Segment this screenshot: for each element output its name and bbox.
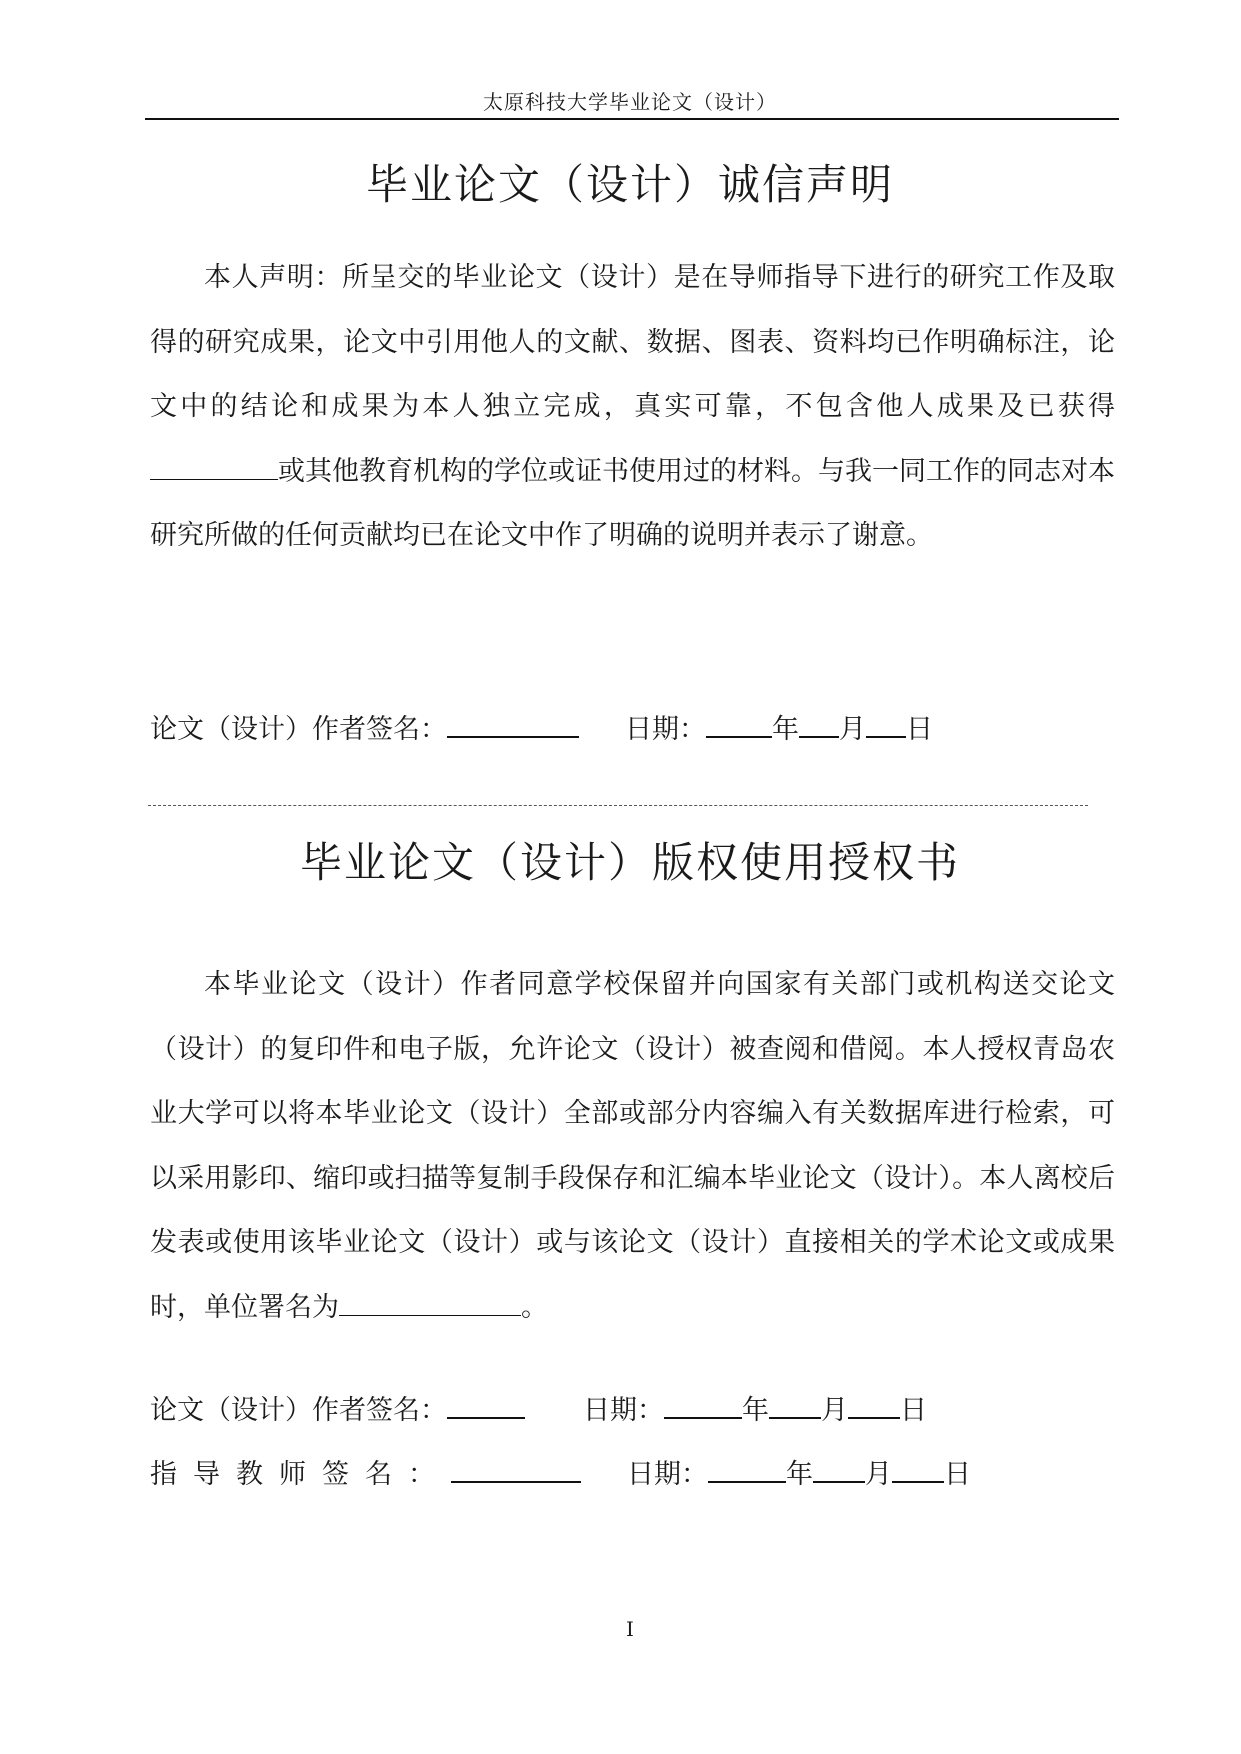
- advisor-signature-field[interactable]: [451, 1453, 581, 1483]
- month-field[interactable]: [799, 708, 839, 738]
- year-field[interactable]: [664, 1389, 742, 1419]
- advisor-signature-label: 指导教师签名：: [150, 1459, 451, 1490]
- copyright-text-part-2: 。: [521, 1291, 548, 1323]
- month-label: 月: [821, 1395, 848, 1426]
- running-header: 太原科技大学毕业论文（设计）: [483, 90, 777, 114]
- day-field[interactable]: [866, 708, 906, 738]
- month-label: 月: [865, 1459, 892, 1490]
- copyright-authorization-title: 毕业论文（设计）版权使用授权书: [299, 838, 960, 887]
- copyright-authorization-body: [150, 953, 1115, 1340]
- institution-blank[interactable]: [150, 453, 278, 480]
- day-field[interactable]: [892, 1453, 944, 1483]
- date-label: 日期：: [627, 1459, 708, 1490]
- month-field[interactable]: [813, 1453, 865, 1483]
- copyright-text-part-1: 本毕业论文（设计）作者同意学校保留并向国家有关部门或机构送交论文（设计）的复印件和电子版，允许论文（设计）被查阅和借阅。本人授权青岛农业大学可以将本毕业论文（设计）全部或部分内容编入有关数据库进行检索，可以采用影印、缩印或扫描等复制手段保存和汇编本毕业论文（设计）。本人离校后发表或使用该毕业论文（设计）或与该论文（设计）直接相关的学术论文或成果时，单位署名为: [150, 969, 1115, 1323]
- author-signature-row: [150, 1388, 1115, 1427]
- day-field[interactable]: [848, 1389, 900, 1419]
- integrity-text-part-2: 或其他教育机构的学位或证书使用过的材料。与我一同工作的同志对本研究所做的任何贡献均已在论文中作了明确的说明并表示了谢意。: [150, 455, 1115, 551]
- day-label: 日: [944, 1459, 971, 1490]
- year-label: 年: [772, 714, 799, 745]
- author-signature-field[interactable]: [447, 708, 579, 738]
- day-label: 日: [906, 714, 933, 745]
- year-label: 年: [786, 1459, 813, 1490]
- date-label: 日期：: [583, 1395, 664, 1426]
- cut-line-divider: [148, 805, 1088, 806]
- month-label: 月: [839, 714, 866, 745]
- author-signature-field[interactable]: [447, 1389, 525, 1419]
- year-field[interactable]: [708, 1453, 786, 1483]
- integrity-statement-title: 毕业论文（设计）诚信声明: [365, 160, 894, 209]
- day-label: 日: [900, 1395, 927, 1426]
- year-field[interactable]: [706, 708, 772, 738]
- integrity-statement-body: [150, 246, 1115, 569]
- date-label: 日期：: [625, 714, 706, 745]
- author-signature-label: 论文（设计）作者签名：: [150, 714, 447, 745]
- year-label: 年: [742, 1395, 769, 1426]
- page-number: I: [626, 1617, 634, 1641]
- author-signature-label: 论文（设计）作者签名：: [150, 1395, 447, 1426]
- advisor-signature-row: [150, 1452, 1115, 1491]
- month-field[interactable]: [769, 1389, 821, 1419]
- header-rule: [145, 118, 1119, 120]
- affiliation-blank[interactable]: [339, 1289, 521, 1316]
- integrity-text-part-1: 本人声明：所呈交的毕业论文（设计）是在导师指导下进行的研究工作及取得的研究成果，论文中引用他人的文献、数据、图表、资料均已作明确标注，论文中的结论和成果为本人独立完成，真实可靠，不包含他人成果及已获得: [150, 262, 1115, 422]
- integrity-signature-row: [150, 707, 1115, 746]
